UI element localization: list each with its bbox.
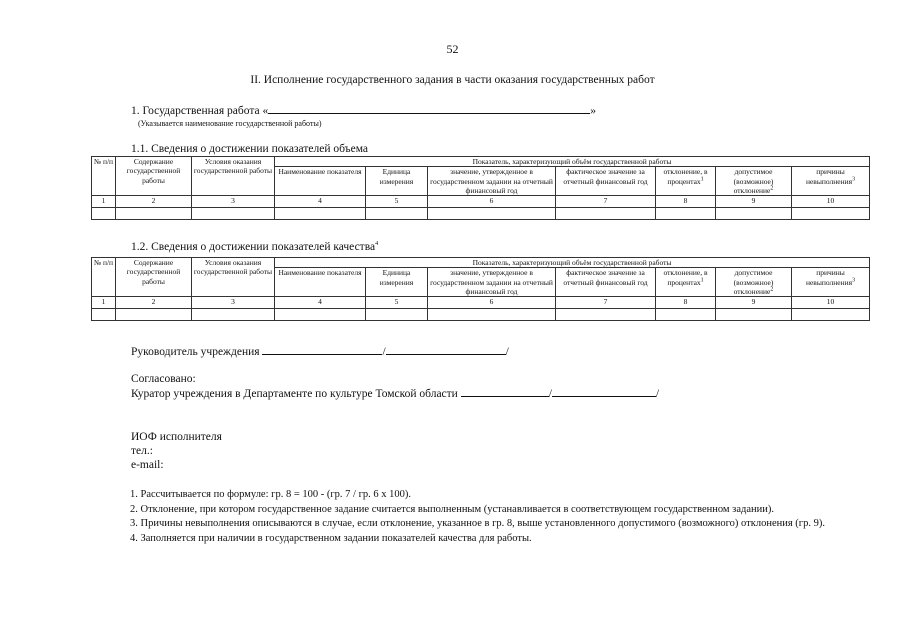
header-no: № п/п [92,157,116,196]
slash: / [655,388,660,400]
footnote-ref-3: 3 [852,176,856,183]
col-number: 4 [275,196,366,208]
col-number: 1 [92,196,116,208]
table-cell[interactable] [275,309,366,321]
table-number-row [92,297,870,309]
footnote-ref-2: 2 [770,185,774,192]
table-row [92,208,870,220]
footnote-ref-1: 1 [700,277,704,284]
header-actual: фактическое значение за отчетный финансовый год [556,167,656,196]
table-cell[interactable] [116,208,192,220]
header-approved: значение, утвержденное в государственном задании на отчетный финансовый год [428,167,556,196]
head-label: Руководитель учреждения [131,346,260,358]
quality-table [91,257,870,321]
header-conditions: Условия оказания государственной работы [192,157,275,196]
table-header-row [92,157,870,167]
header-reasons [792,268,870,297]
table-number-row [92,196,870,208]
header-no: № п/п [92,258,116,297]
col-number: 8 [656,196,716,208]
table-header-row [92,258,870,268]
curator-signature-blank[interactable] [461,386,549,397]
header-name: Наименование показателя [275,167,366,196]
footnote-ref-3: 3 [852,277,856,284]
col-number: 5 [366,297,428,309]
col-number: 5 [366,196,428,208]
work-suffix: » [590,105,596,117]
table-cell[interactable] [792,309,870,321]
footnote-ref-4: 4 [375,241,379,248]
table-cell[interactable] [116,309,192,321]
header-group: Показатель, характеризующий объём государственной работы [275,258,870,268]
curator-label: Куратор учреждения в Департаменте по культуре Томской области [131,388,458,400]
footnotes [91,488,859,546]
header-reasons-text: причины невыполнения [805,268,853,287]
email-label: e-mail: [131,459,164,471]
work-hint: (Указывается наименование государственной работы) [138,119,322,128]
page-number: 52 [446,42,459,56]
agreed-label: Согласовано: [131,373,196,385]
table-cell[interactable] [366,208,428,220]
header-allowed [716,167,792,196]
footnote-2: 2. Отклонение, при котором государственное задание считается выполненным (устанавливается в соответствующем государственном задании). [130,503,774,515]
col-number: 3 [192,196,275,208]
header-allowed [716,268,792,297]
volume-table [91,156,870,220]
footnote-ref-2: 2 [770,286,774,293]
col-number: 1 [92,297,116,309]
col-number: 6 [428,297,556,309]
header-deviation-text: отклонение, в процентах [663,268,708,287]
header-approved: значение, утвержденное в государственном задании на отчетный финансовый год [428,268,556,297]
table-cell[interactable] [716,208,792,220]
slash: / [505,346,509,358]
header-deviation [656,268,716,297]
subsection-quality-text: 1.2. Сведения о достижении показателей качества [131,241,376,253]
table-cell[interactable] [792,208,870,220]
head-name-blank[interactable] [386,344,506,355]
col-number: 9 [716,196,792,208]
table-row [92,309,870,321]
curator-name-blank[interactable] [552,386,656,397]
header-deviation [656,167,716,196]
footnote-1: 1. Рассчитывается по формуле: гр. 8 = 100 - (гр. 7 / гр. 6 х 100). [130,489,412,500]
header-actual: фактическое значение за отчетный финансовый год [556,268,656,297]
table-cell[interactable] [275,208,366,220]
footnote-4: 4. Заполняется при наличии в государственном задании показателей качества для работы. [130,532,532,544]
header-deviation-text: отклонение, в процентах [663,167,708,186]
table-cell[interactable] [428,208,556,220]
col-number: 8 [656,297,716,309]
header-group: Показатель, характеризующий объём государственной работы [275,157,870,167]
table-cell[interactable] [192,309,275,321]
subsection-quality-title [131,241,378,253]
table-cell[interactable] [556,309,656,321]
header-allowed-text: допустимое (возможное) отклонение [733,167,774,195]
col-number: 9 [716,297,792,309]
header-conditions: Условия оказания государственной работы [192,258,275,297]
slash: / [548,388,552,400]
tel-label: тел.: [131,445,153,457]
table-cell[interactable] [366,309,428,321]
header-name: Наименование показателя [275,268,366,297]
col-number: 3 [192,297,275,309]
col-number: 7 [556,297,656,309]
header-reasons [792,167,870,196]
col-number: 2 [116,297,192,309]
table-cell[interactable] [656,208,716,220]
footnote-ref-1: 1 [700,176,704,183]
col-number: 10 [792,196,870,208]
work-name-blank[interactable] [268,103,590,114]
curator-signature-line [131,386,659,400]
header-content: Содержание государственной работы [116,157,192,196]
header-content: Содержание государственной работы [116,258,192,297]
head-signature-line [131,344,509,358]
work-line [131,103,596,117]
col-number: 7 [556,196,656,208]
slash: / [382,346,386,358]
section-title: II. Исполнение государственного задания в части оказания государственных работ [250,74,655,86]
head-signature-blank[interactable] [262,344,382,355]
col-number: 2 [116,196,192,208]
header-allowed-text: допустимое (возможное) отклонение [733,268,774,296]
executor-label: ИОФ исполнителя [131,431,222,443]
col-number: 10 [792,297,870,309]
table-cell[interactable] [92,208,116,220]
col-number: 6 [428,196,556,208]
subsection-volume-title: 1.1. Сведения о достижении показателей объема [131,143,369,155]
header-unit: Единица измерения [366,268,428,297]
table-cell[interactable] [428,309,556,321]
table-cell[interactable] [556,208,656,220]
table-cell[interactable] [716,309,792,321]
work-prefix: 1. Государственная работа « [131,105,269,117]
header-reasons-text: причины невыполнения [805,167,853,186]
table-cell[interactable] [192,208,275,220]
footnote-3: 3. Причины невыполнения описываются в случае, если отклонение, указанное в гр. 8, выше установленного допустимого (возможного) отклонения (гр. 9). [130,518,825,529]
col-number: 4 [275,297,366,309]
header-unit: Единица измерения [366,167,428,196]
table-cell[interactable] [92,309,116,321]
table-cell[interactable] [656,309,716,321]
